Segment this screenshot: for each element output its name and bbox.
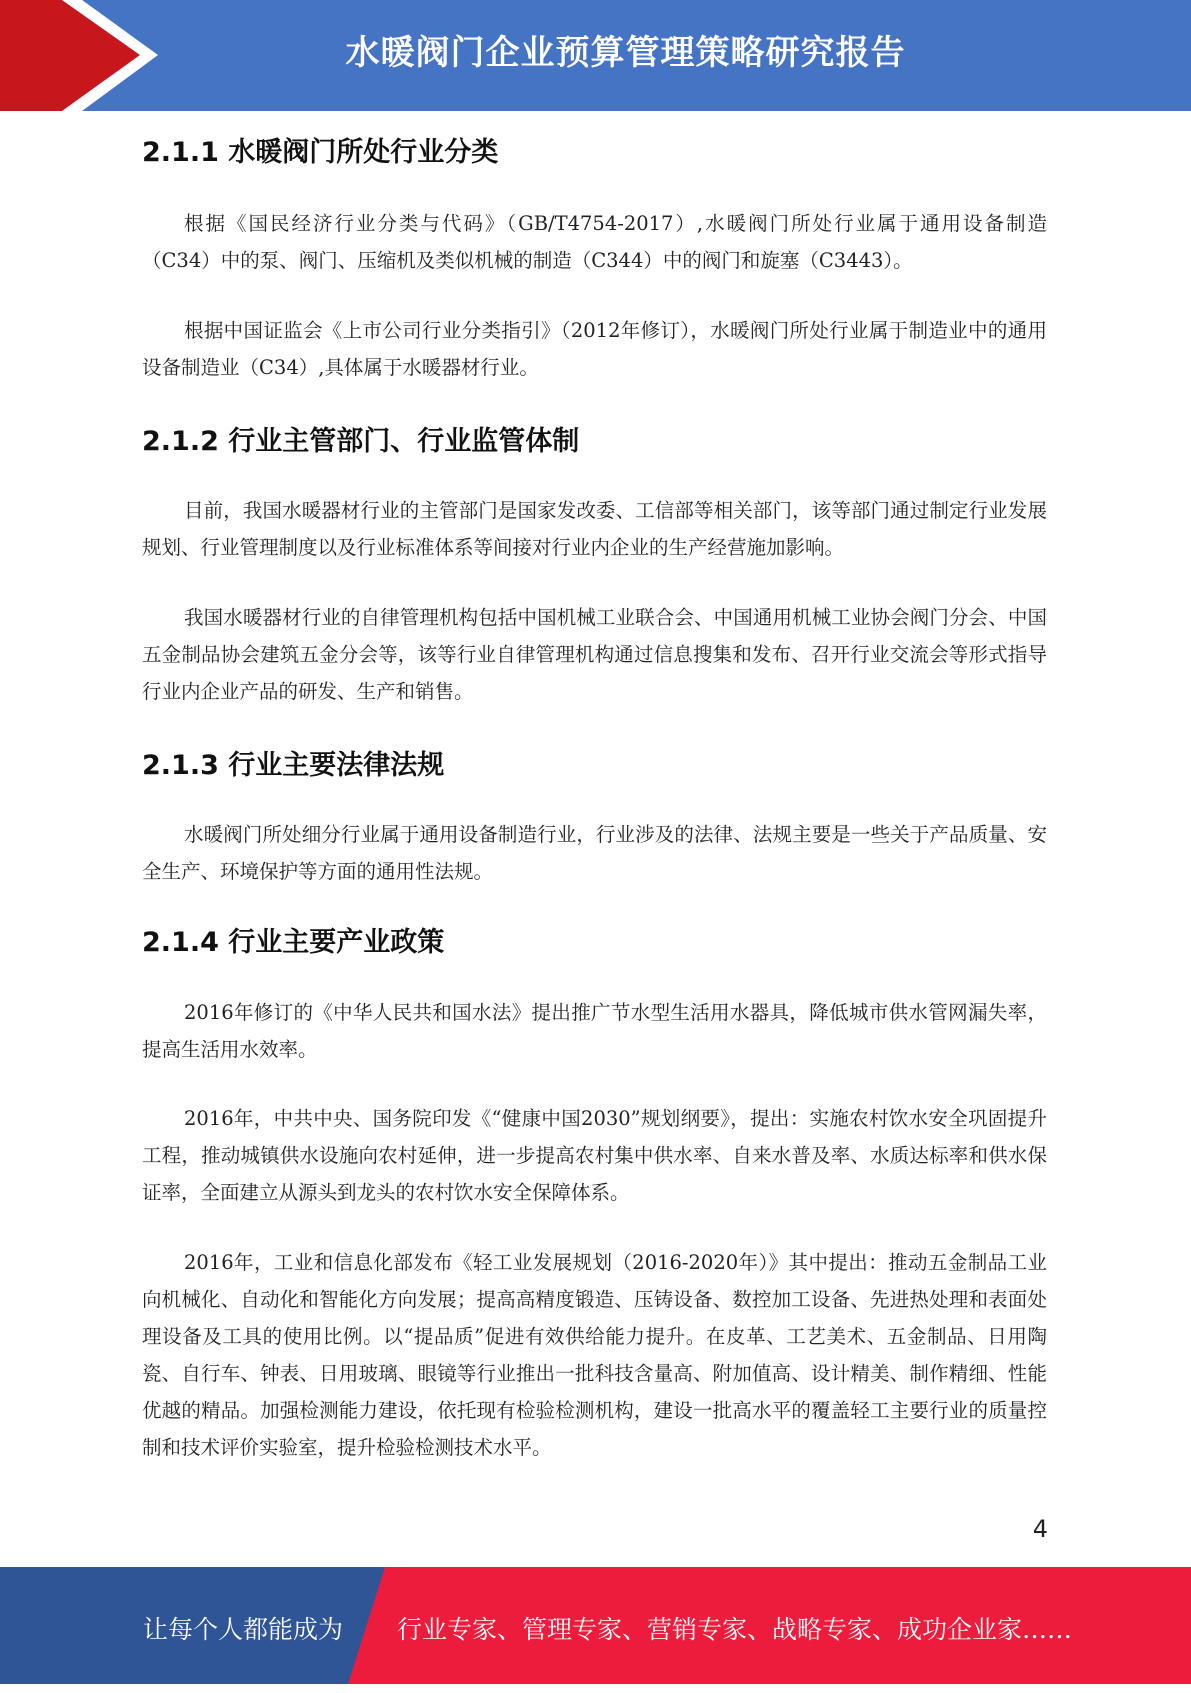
- paragraph: 我国水暖器材行业的自律管理机构包括中国机械工业联合会、中国通用机械工业协会阀门分会、中国五金制品协会建筑五金分会等，该等行业自律管理机构通过信息搜集和发布、召开行业交流会等形式指导行业内企业产品的研发、生产和销售。: [142, 606, 1047, 703]
- section-heading-2-1-3: 2.1.3 行业主要法律法规: [142, 750, 445, 781]
- paragraph: 水暖阀门所处细分行业属于通用设备制造行业，行业涉及的法律、法规主要是一些关于产品质量、安全生产、环境保护等方面的通用性法规。: [142, 823, 1047, 883]
- footer-banner: [0, 1567, 1191, 1684]
- footer-slogan-right: 行业专家、管理专家、营销专家、战略专家、成功企业家……: [397, 1615, 1073, 1644]
- section-heading-2-1-4: 2.1.4 行业主要产业政策: [142, 927, 445, 958]
- section-heading-2-1-1: 2.1.1 水暖阀门所处行业分类: [142, 137, 499, 168]
- paragraph: 2016年，工业和信息化部发布《轻工业发展规划（2016-2020年）》其中提出：推动五金制品工业向机械化、自动化和智能化方向发展；提高高精度锻造、压铸设备、数控加工设备、先进热处理和表面处理设备及工具的使用比例。以“提品质”促进有效供给能力提升。在皮革、工艺美术、五金制品、日用陶瓷、自行车、钟表、日用玻璃、眼镜等行业推出一批科技含量高、附加值高、设计精美、制作精细、性能优越的精品。加强检测能力建设，依托现有检验检测机构，建设一批高水平的覆盖轻工主要行业的质量控制和技术评价实验室，提升检验检测技术水平。: [142, 1251, 1047, 1459]
- paragraph: 根据《国民经济行业分类与代码》（GB/T4754-2017）,水暖阀门所处行业属于通用设备制造（C34）中的泵、阀门、压缩机及类似机械的制造（C344）中的阀门和旋塞（C3443）。: [142, 212, 1047, 272]
- header-red-chevron: [0, 0, 140, 111]
- paragraph: 2016年修订的《中华人民共和国水法》提出推广节水型生活用水器具，降低城市供水管网漏失率，提高生活用水效率。: [142, 1001, 1047, 1061]
- footer-slogan-left: 让每个人都能成为: [143, 1615, 344, 1644]
- section-heading-2-1-2: 2.1.2 行业主管部门、行业监管体制: [142, 426, 580, 457]
- paragraph: 2016年，中共中央、国务院印发《“健康中国2030”规划纲要》，提出：实施农村饮水安全巩固提升工程，推动城镇供水设施向农村延伸，进一步提高农村集中供水率、自来水普及率、水质达标率和供水保证率，全面建立从源头到龙头的农村饮水安全保障体系。: [142, 1107, 1047, 1204]
- header-banner: [0, 0, 1191, 111]
- document-title: 水暖阀门企业预算管理策略研究报告: [345, 33, 906, 73]
- page-number: 4: [1032, 1515, 1048, 1543]
- paragraph: 目前，我国水暖器材行业的主管部门是国家发改委、工信部等相关部门，该等部门通过制定行业发展规划、行业管理制度以及行业标准体系等间接对行业内企业的生产经营施加影响。: [142, 499, 1047, 559]
- paragraph: 根据中国证监会《上市公司行业分类指引》（2012年修订），水暖阀门所处行业属于制造业中的通用设备制造业（C34）,具体属于水暖器材行业。: [142, 319, 1047, 379]
